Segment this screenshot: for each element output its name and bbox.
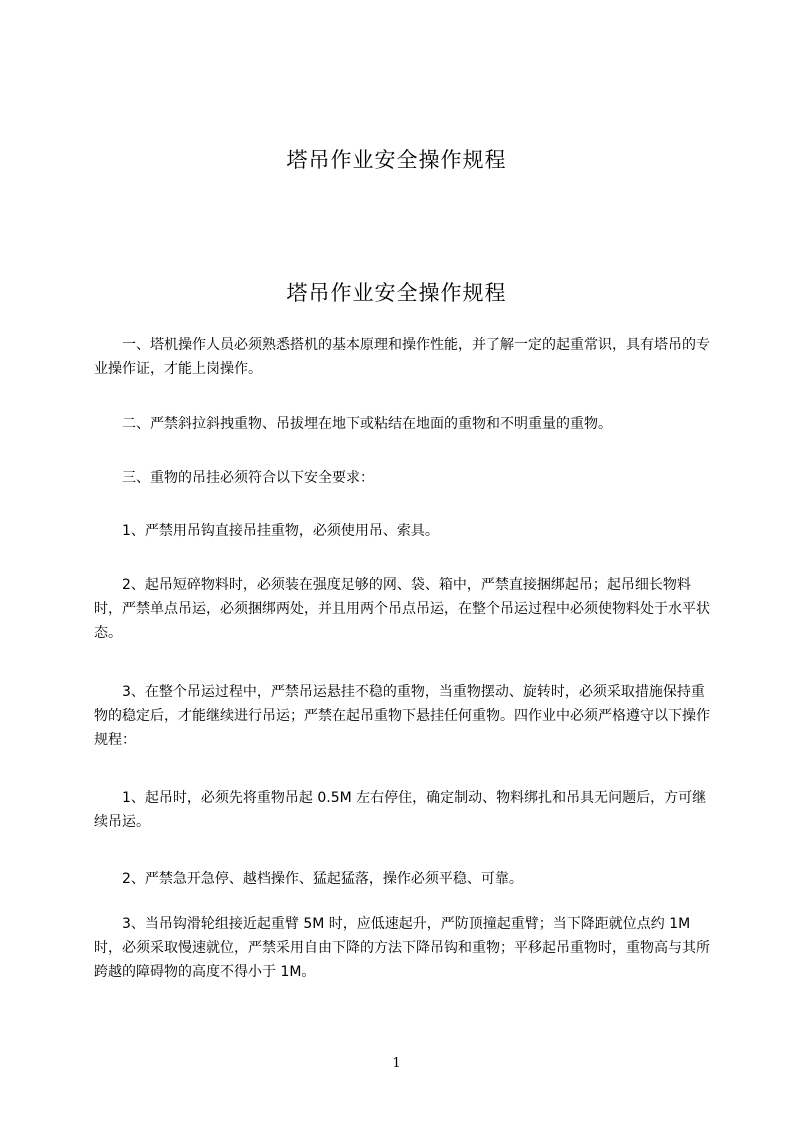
document-title: 塔吊作业安全操作规程: [286, 148, 507, 172]
paragraph: 三、重物的吊挂必须符合以下安全要求：: [94, 470, 374, 486]
paragraph: 2、起吊短碎物料时，必须装在强度足够的网、袋、箱中，严禁直接捆绑起吊；起吊细长物料时，严禁单点吊运，必须捆绑两处，并且用两个吊点吊运，在整个吊运过程中必须使物料处于水平状态。: [94, 577, 710, 641]
paragraph: 3、当吊钩滑轮组接近起重臂 5M 时，应低速起升，严防顶撞起重臂；当下降距就位点约 1M 时，必须采取慢速就位，严禁采用自由下降的方法下降吊钩和重物；平移起吊重物时，重物高与其所跨越的障碍物的高度不得小于 1M。: [94, 916, 710, 980]
page-number: 1: [392, 1056, 401, 1071]
document-subtitle: 塔吊作业安全操作规程: [286, 281, 507, 305]
paragraph: 1、严禁用吊钩直接吊挂重物，必须使用吊、索具。: [94, 523, 439, 539]
paragraph: 1、起吊时，必须先将重物吊起 0.5M 左右停住，确定制动、物料绑扎和吊具无问题后，方可继续吊运。: [94, 790, 707, 830]
paragraph: 3、在整个吊运过程中，严禁吊运悬挂不稳的重物，当重物摆动、旋转时，必须采取措施保持重物的稳定后，才能继续进行吊运；严禁在起吊重物下悬挂任何重物。四作业中必须严格遵守以下操作规程：: [94, 684, 710, 748]
paragraph: 2、严禁急开急停、越档操作、猛起猛落，操作必须平稳、可靠。: [94, 871, 523, 887]
paragraph: 二、严禁斜拉斜拽重物、吊拔埋在地下或粘结在地面的重物和不明重量的重物。: [94, 416, 612, 432]
paragraph: 一、塔机操作人员必须熟悉搭机的基本原理和操作性能，并了解一定的起重常识，具有塔吊的专业操作证，才能上岗操作。: [94, 337, 710, 377]
